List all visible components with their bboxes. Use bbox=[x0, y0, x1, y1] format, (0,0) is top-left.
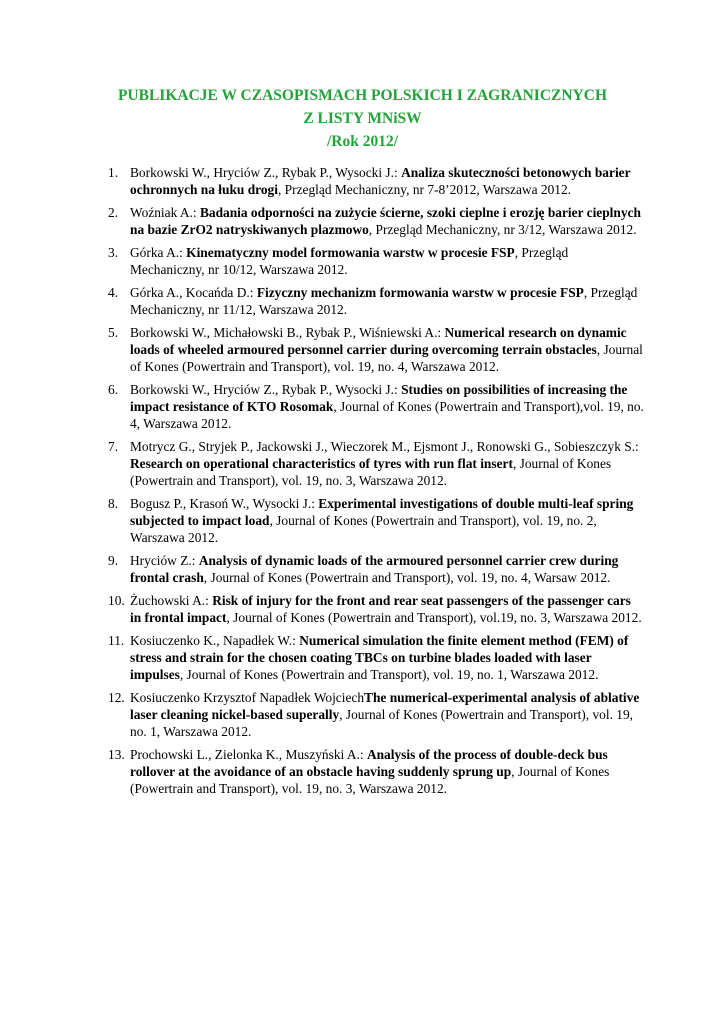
item-authors: Borkowski W., Michałowski B., Rybak P., Wiśniewski A.: bbox=[130, 325, 445, 340]
item-authors: Hryciów Z.: bbox=[130, 553, 199, 568]
item-number: 3. bbox=[108, 245, 119, 260]
publication-item bbox=[108, 244, 644, 278]
item-number: 11. bbox=[108, 633, 125, 648]
publication-list bbox=[108, 164, 644, 803]
publication-item bbox=[108, 592, 644, 626]
item-authors: Kosiuczenko Krzysztof Napadłek Wojciech bbox=[130, 690, 365, 705]
item-details: , Journal of Kones (Powertrain and Transport), vol. 19, no. 3, Warszawa 2012. bbox=[130, 764, 610, 796]
item-title: Risk of injury for the front and rear seat passengers of the passenger cars in frontal impact bbox=[130, 593, 631, 625]
item-authors: Prochowski L., Zielonka K., Muszyński A.: bbox=[130, 747, 367, 762]
item-title: Studies on possibilities of increasing the impact resistance of KTO Rosomak bbox=[130, 382, 628, 414]
item-number: 5. bbox=[108, 325, 119, 340]
publication-item bbox=[108, 689, 644, 740]
item-title: Fizyczny mechanizm formowania warstw w procesie FSP bbox=[256, 285, 584, 300]
item-details: , Przegląd Mechaniczny, nr 7-8’2012, Warszawa 2012. bbox=[277, 182, 572, 197]
item-number: 1. bbox=[108, 165, 119, 180]
publication-item bbox=[108, 324, 644, 375]
publication-item bbox=[108, 552, 644, 586]
publication-item bbox=[108, 495, 644, 546]
item-authors: Borkowski W., Hryciów Z., Rybak P., Wysocki J.: bbox=[130, 165, 402, 180]
item-details: , Journal of Kones (Powertrain and Transport),vol. 19, no. 4, Warszawa 2012. bbox=[130, 399, 644, 431]
publication-item bbox=[108, 164, 644, 198]
item-details: , Journal of Kones (Powertrain and Transport), vol. 19, no. 1, Warszawa 2012. bbox=[179, 667, 599, 682]
publication-item bbox=[108, 632, 644, 683]
item-number: 13. bbox=[108, 747, 125, 762]
document-heading bbox=[60, 84, 665, 153]
item-number: 7. bbox=[108, 439, 119, 454]
item-title: Numerical simulation the finite element method (FEM) of stress and strain for the chosen coating TBCs on turbine blades loaded with laser impulses bbox=[130, 633, 629, 682]
item-details: , Journal of Kones (Powertrain and Transport), vol. 19, no. 2, Warszawa 2012. bbox=[130, 513, 597, 545]
item-number: 4. bbox=[108, 285, 119, 300]
heading-line-2: Z LISTY MNiSW bbox=[303, 110, 422, 127]
item-number: 9. bbox=[108, 553, 119, 568]
item-title: Badania odporności na zużycie ścierne, szoki cieplne i erozję barier cieplnych na bazie ZrO2 natryskiwanych plazmowo bbox=[130, 205, 641, 237]
item-details: , Journal of Kones (Powertrain and Transport), vol.19, no. 3, Warszawa 2012. bbox=[226, 610, 642, 625]
item-authors: Borkowski W., Hryciów Z., Rybak P., Wysocki J.: bbox=[130, 382, 402, 397]
item-details: , Journal of Kones (Powertrain and Transport), vol. 19, no. 3, Warszawa 2012. bbox=[130, 456, 612, 488]
publication-item bbox=[108, 204, 644, 238]
item-title: The numerical-experimental analysis of ablative laser cleaning nickel-based superally bbox=[130, 690, 640, 722]
publication-item bbox=[108, 438, 644, 489]
heading-line-3: /Rok 2012/ bbox=[326, 133, 399, 150]
item-details: , Journal of Kones (Powertrain and Transport), vol. 19, no. 1, Warszawa 2012. bbox=[130, 707, 634, 739]
item-title: Analysis of dynamic loads of the armoured personnel carrier crew during frontal crash bbox=[130, 553, 619, 585]
publication-item bbox=[108, 284, 644, 318]
item-title: Analiza skuteczności betonowych barier ochronnych na łuku drogi bbox=[130, 165, 631, 197]
item-title: Analysis of the process of double-deck bus rollover at the avoidance of an obstacle having suddenly sprung up bbox=[130, 747, 608, 779]
item-details: , Przegląd Mechaniczny, nr 10/12, Warszawa 2012. bbox=[130, 245, 569, 277]
item-number: 8. bbox=[108, 496, 119, 511]
item-authors: Górka A., Kocańda D.: bbox=[130, 285, 257, 300]
item-authors: Żuchowski A.: bbox=[130, 593, 213, 608]
item-number: 10. bbox=[108, 593, 125, 608]
item-authors: Bogusz P., Krasoń W., Wysocki J.: bbox=[130, 496, 319, 511]
item-details: , Journal of Kones (Powertrain and Transport), vol. 19, no. 4, Warsaw 2012. bbox=[203, 570, 611, 585]
item-title: Numerical research on dynamic loads of wheeled armoured personnel carrier during overcoming terrain obstacles bbox=[130, 325, 627, 357]
item-title: Kinematyczny model formowania warstw w procesie FSP bbox=[186, 245, 515, 260]
item-number: 12. bbox=[108, 690, 125, 705]
item-authors: Woźniak A.: bbox=[130, 205, 200, 220]
publication-item bbox=[108, 381, 644, 432]
item-number: 2. bbox=[108, 205, 119, 220]
item-title: Experimental investigations of double multi-leaf spring subjected to impact load bbox=[130, 496, 634, 528]
item-authors: Górka A.: bbox=[130, 245, 187, 260]
item-authors: Kosiuczenko K., Napadłek W.: bbox=[130, 633, 300, 648]
item-number: 6. bbox=[108, 382, 119, 397]
heading-line-1: PUBLIKACJE W CZASOPISMACH POLSKICH I ZAGRANICZNYCH bbox=[117, 87, 608, 104]
item-details: , Przegląd Mechaniczny, nr 11/12, Warszawa 2012. bbox=[130, 285, 638, 317]
item-details: , Przegląd Mechaniczny, nr 3/12, Warszawa 2012. bbox=[368, 222, 637, 237]
publication-item bbox=[108, 746, 644, 797]
item-details: , Journal of Kones (Powertrain and Transport), vol. 19, no. 4, Warszawa 2012. bbox=[130, 342, 643, 374]
item-title: Research on operational characteristics of tyres with run flat insert bbox=[130, 456, 513, 471]
item-authors: Motrycz G., Stryjek P., Jackowski J., Wieczorek M., Ejsmont J., Ronowski G., Sobieszczyk S.: bbox=[130, 439, 639, 454]
